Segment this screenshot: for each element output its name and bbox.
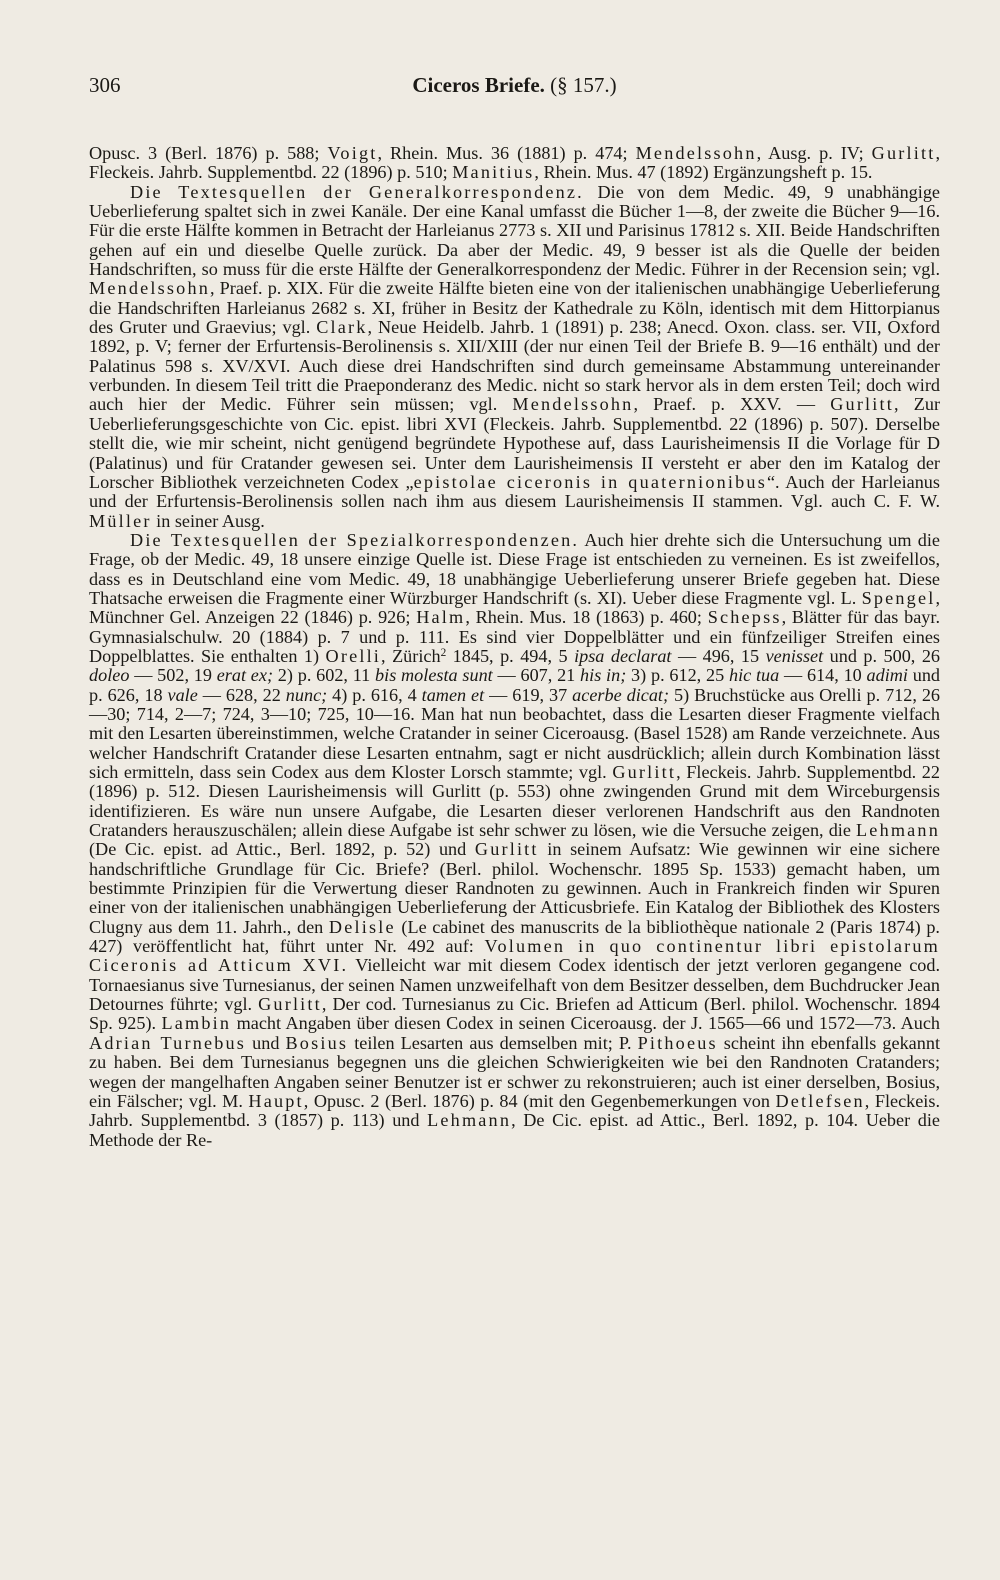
- text-run: Vielleicht war mit diesem Codex identisch der jetzt verloren gegangene cod. Tornaesianus sive Turnesianus, der seinen Namen unzweifelhaft von dem Besitzer desselben, dem Buchdrucker Jean Detournes führte; vgl.: [89, 955, 941, 1015]
- running-title: Ciceros Briefe.: [412, 73, 545, 97]
- text-run: in seinem Aufsatz: Wie gewinnen wir eine sichere handschriftliche Grundlage für Cic. Briefe? (Berl. philol. Wochenschr. 1895 Sp. 1533) gemacht haben, um bestimmte Prinzipien für die Verwertung dieser Randnoten zu gewinnen. Auch in Frankreich finden wir Spuren einer von der italienischen unabhängigen Ueberlieferung der Atticusbriefe. Ein Katalog der Bibliothek des Klosters Clugny aus dem 11. Jahrh., den: [89, 839, 940, 937]
- italic-quote: adimi: [866, 665, 908, 686]
- text-run: — 607, 21: [492, 665, 581, 686]
- italic-quote: erat ex;: [216, 665, 274, 686]
- text-run: , Neue Heidelb. Jahrb. 1 (1891) p. 238; Anecd. Oxon. class. ser. VII, Oxford 1892, p. V; ferner der Erfurtensis-Berolinensis s. XII/XIII (der nur einen Teil der Briefe B. 9—16 enthält) und der Palatinus 598 s. XV/XVI. Auch diese drei Handschriften sind durch gemeinsame Abstammung untereinander verbunden. In diesem Teil tritt die Praeponderanz des Medic. nicht so stark hervor als in dem ersten Teil; doch wird auch hier der Medic. Führer sein müssen; vgl.: [89, 317, 940, 415]
- spaced-name: Spengel: [861, 587, 936, 608]
- text-run: , Fleckeis. Jahrb. Supplementbd. 3 (1857) p. 113) und: [89, 1090, 940, 1131]
- text-run: Auch hier drehte sich die Untersuchung um die Frage, ob der Medic. 49, 18 unsere einzige Quelle ist. Diese Frage ist entschieden zu verneinen. Es ist zweifellos, dass es in Deutschland eine vom Medic. 49, 18 unabhängige Ueberlieferung unserer Briefe gegeben hat. Diese Thatsache erweisen die Fragmente einer Würzburger Handschrift (s. XI). Ueber diese Fragmente vgl. L.: [89, 529, 940, 608]
- spaced-name: Mendelssohn: [635, 143, 757, 163]
- spaced-name: Gurlitt: [871, 143, 936, 163]
- spaced-name: Mendelssohn: [512, 394, 634, 415]
- running-title-line: [89, 70, 940, 100]
- text-run: , Fleckeis. Jahrb. Supplementbd. 22 (1896) p. 510;: [89, 143, 940, 183]
- spaced-name: Gurlitt: [258, 994, 322, 1015]
- spaced-name: Gurlitt: [612, 762, 677, 782]
- text-run: 4) p. 616, 4: [327, 684, 422, 705]
- text-run: scheint ihn ebenfalls gekannt zu haben. Bei dem Turnesianus begegnen uns die gleichen Schwierigkeiten wie bei den Randnoten Cratanders; wegen der mangelhaften Angaben seiner Benutzer ist er schwer zu rekonstruieren; auch ist einer derselben, Bosius, ein Fälscher; vgl. M.: [89, 1032, 940, 1111]
- paragraph: [89, 531, 940, 1150]
- text-run: , Praef. p. XIX. Für die zweite Hälfte bieten eine von der italienischen unabhängige Ueberlieferung die Handschriften Harleianus 2682 s. XI, früher in Besitz der Kathedrale zu Köln, identisch mit dem Hittorpianus des Gruter und Graevius; vgl.: [89, 278, 940, 338]
- spaced-name: Die Textesquellen der Spezialkorrespondenzen.: [130, 529, 580, 550]
- italic-quote: venisset: [765, 645, 824, 666]
- text-run: teilen Lesarten aus demselben mit; P.: [348, 1032, 638, 1053]
- superscript: 2: [440, 646, 447, 659]
- spaced-name: Detlefsen: [775, 1090, 865, 1111]
- italic-quote: doleo: [89, 665, 130, 686]
- text-run: , Fleckeis. Jahrb. Supplementbd. 22 (1896) p. 512. Diesen Laurisheimensis will Gurlitt (p. 553) ohne zwingenden Grund mit dem Wirceburgensis identifizieren. Es wäre nun unsere Aufgabe, die Lesarten dieser verlorenen Handschrift aus den Randnoten Cratanders herauszuschälen; allein diese Aufgabe ist sehr schwer zu lösen, wie die Versuche zeigen, die: [89, 762, 940, 841]
- spaced-name: Volumen in quo continentur libri epistolarum Ciceronis ad Atticum XVI.: [89, 936, 941, 976]
- spaced-name: Orelli: [325, 645, 382, 666]
- spaced-name: Mendelssohn: [89, 278, 211, 299]
- italic-quote: his in;: [580, 665, 627, 686]
- italic-quote: tamen et: [421, 684, 485, 705]
- paragraph: [89, 144, 940, 183]
- spaced-name: Clark: [316, 317, 368, 338]
- spaced-name: Die Textesquellen der Generalkorrespondenz.: [130, 181, 584, 202]
- text-run: “. Auch der Harleianus und der Erfurtensis-Berolinensis sollen nach ihm aus diesem Laurisheimensis II stammen. Vgl. auch C. F. W.: [89, 471, 940, 512]
- italic-quote: vale: [167, 684, 198, 705]
- text-run: , Praef. p. XXV. —: [633, 394, 831, 415]
- text-run: — 628, 22: [197, 684, 286, 705]
- text-run: 5) Bruchstücke aus Orelli p. 712, 26—30; 714, 2—7; 724, 3—10; 725, 10—16. Man hat nun beobachtet, dass die Lesarten dieser Fragmente vielfach mit den Lesarten übereinstimmen, welche Cratander in seiner Ciceroausg. (Basel 1528) am Rande verzeichnete. Aus welcher Handschrift Cratander diese Lesarten entnahm, sagt er nicht ausdrücklich; allein durch Kombination lässt sich ermitteln, dass sein Codex aus dem Kloster Lorsch stammte; vgl.: [89, 684, 941, 782]
- text-run: und p. 500, 26: [823, 645, 941, 666]
- page-number: 306: [89, 73, 121, 97]
- spaced-name: Voigt: [327, 143, 378, 163]
- text-run: Opusc. 3 (Berl. 1876) p. 588;: [89, 143, 328, 163]
- italic-quote: hic tua: [728, 665, 780, 686]
- spaced-name: Haupt: [248, 1090, 304, 1111]
- text-run: (Le cabinet des manuscrits de la bibliothèque nationale 2 (Paris 1874) p. 427) veröffentlicht hat, führt unter Nr. 492 auf:: [89, 916, 940, 957]
- text-run: 2) p. 602, 11: [273, 665, 376, 686]
- text-run: Die von dem Medic. 49, 9 unabhängige Ueberlieferung spaltet sich in zwei Kanäle. Der eine Kanal umfasst die Bücher 1—8, der zweite die Bücher 9—16. Für die erste Hälfte kommen in Betracht der Harleianus 2773 s. XII und Parisinus 17812 s. XII. Beide Handschriften gehen auf ein und dieselbe Quelle zurück. Da aber der Medic. 49, 9 besser ist als die Quelle der beiden Handschriften, so muss für die erste Hälfte der Generalkorrespondenz der Medic. Führer in der Recension sein; vgl.: [89, 181, 940, 280]
- text-run: und: [246, 1032, 286, 1053]
- text-run: , Blätter für das bayr. Gymnasialschulw. 20 (1884) p. 7 und p. 111. Es sind vier Doppelblätter und ein fünfzeiliger Streifen eines Doppelblattes. Sie enthalten 1): [89, 607, 940, 666]
- italic-quote: nunc;: [285, 684, 328, 705]
- spaced-name: Müller: [89, 510, 152, 531]
- text-run: , Rhein. Mus. 47 (1892) Ergänzungsheft p. 15.: [534, 162, 873, 183]
- text-run: macht Angaben über diesen Codex in seinen Ciceroausg. der J. 1565—66 und 1572—73. Auch: [231, 1013, 941, 1034]
- text-run: — 496, 15: [671, 645, 766, 666]
- italic-quote: acerbe dicat;: [572, 684, 670, 705]
- spaced-name: Lambin: [161, 1013, 232, 1034]
- text-run: , Münchner Gel. Anzeigen 22 (1846) p. 926;: [89, 587, 940, 628]
- text-run: in seiner Ausg.: [151, 510, 265, 531]
- spaced-name: Manitius: [452, 162, 535, 183]
- text-run: , Rhein. Mus. 36 (1881) p. 474;: [377, 143, 636, 163]
- spaced-name: Schepss: [707, 607, 782, 628]
- paragraph: [89, 183, 940, 531]
- text-run: 3) p. 612, 25: [626, 665, 729, 686]
- italic-quote: bis molesta sunt: [375, 665, 493, 686]
- text-run: — 502, 19: [129, 665, 217, 686]
- text-run: , Opusc. 2 (Berl. 1876) p. 84 (mit den Gegenbemerkungen von: [303, 1090, 776, 1111]
- text-run: (De Cic. epist. ad Attic., Berl. 1892, p. 52) und: [89, 839, 475, 860]
- text-run: , Zürich: [381, 645, 441, 666]
- text-run: und p. 626, 18: [89, 665, 941, 705]
- spaced-name: Lehmann: [856, 820, 940, 841]
- spaced-name: Halm: [416, 607, 466, 628]
- text-run: , Ausg. p. IV;: [756, 143, 872, 163]
- text-run: — 614, 10: [779, 665, 867, 686]
- spaced-name: Gurlitt: [474, 839, 539, 860]
- text-run: — 619, 37: [484, 684, 573, 705]
- spaced-name: Adrian Turnebus: [89, 1032, 247, 1053]
- page-header: [89, 70, 940, 100]
- text-run: , De Cic. epist. ad Attic., Berl. 1892, p. 104. Ueber die Methode der Re-: [89, 1110, 940, 1150]
- spaced-name: Bosius: [285, 1032, 349, 1053]
- spaced-name: epistolae ciceronis in quaternionibus: [413, 471, 767, 492]
- body-text: [89, 144, 940, 1150]
- spaced-name: Lehmann: [427, 1110, 512, 1131]
- text-run: 1845, p. 494, 5: [446, 645, 575, 666]
- spaced-name: Gurlitt: [830, 394, 895, 415]
- section-reference: (§ 157.): [550, 73, 617, 97]
- text-run: , Der cod. Turnesianus zu Cic. Briefen ad Atticum (Berl. philol. Wochenschr. 1894 Sp. 925).: [89, 994, 941, 1034]
- spaced-name: Delisle: [328, 916, 396, 937]
- text-run: , Rhein. Mus. 18 (1863) p. 460;: [465, 607, 708, 628]
- text-run: , Zur Ueberlieferungsgeschichte von Cic. epist. libri XVI (Fleckeis. Jahrb. Supplementbd. 22 (1896) p. 507). Derselbe stellt die, wie mir scheint, nicht genügend begründete Hypothese auf, dass Laurisheimensis II die Vorlage für D (Palatinus) und für Cratander gewesen sei. Unter dem Laurisheimensis II versteht er aber den im Katalog der Lorscher Bibliothek verzeichneten Codex „: [89, 394, 940, 492]
- spaced-name: Pithoeus: [637, 1032, 718, 1053]
- italic-quote: ipsa declarat: [574, 645, 672, 666]
